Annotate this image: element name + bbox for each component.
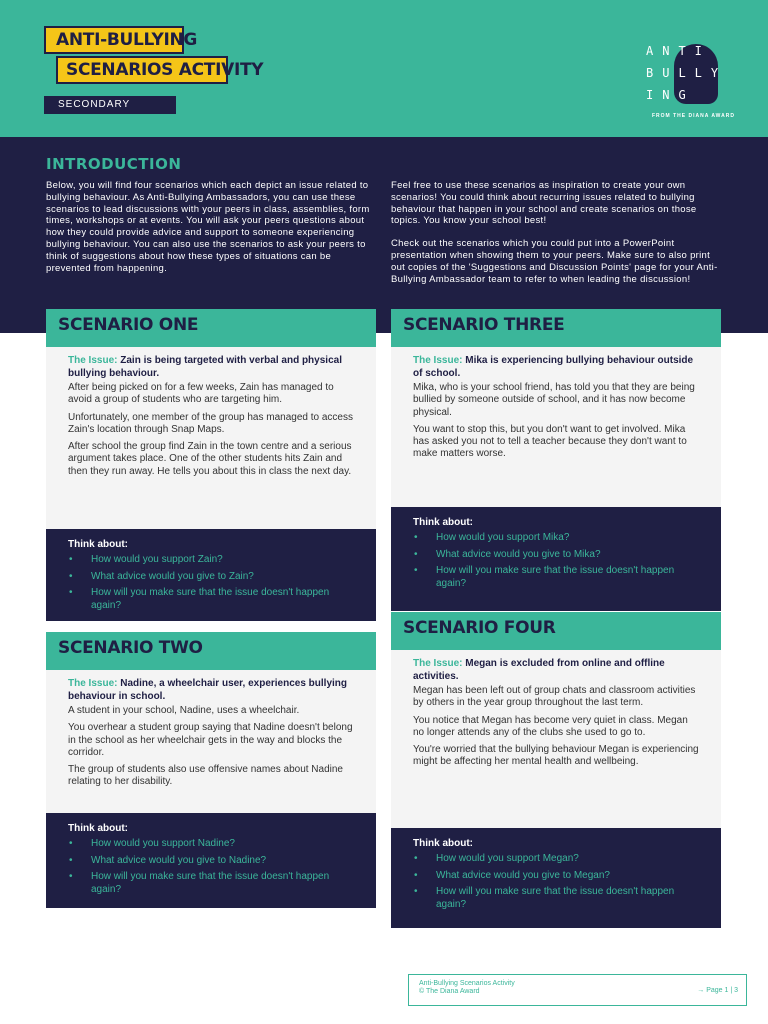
list-item — [68, 838, 354, 851]
issue-label: The Issue: — [68, 678, 118, 689]
scenario-three-title-text: SCENARIO THREE — [403, 315, 565, 335]
list-item-text: What advice would you give to Zain? — [91, 570, 254, 582]
intro-right-column — [391, 180, 721, 285]
title-line-1-text: ANTI-BULLYING — [56, 30, 198, 50]
bullet-icon: • — [414, 886, 418, 897]
scenario-two-title-text: SCENARIO TWO — [58, 638, 203, 658]
issue-label: The Issue: — [413, 355, 463, 366]
issue-text: Mika is experiencing bullying behaviour outside of school. — [413, 355, 694, 379]
bullet-icon: • — [414, 869, 418, 881]
scenario-paragraph: Mika, who is your school friend, has told you that they are being bullied by someone outside of school, and it has now become physical. — [413, 382, 695, 418]
scenario-three-think-box — [391, 507, 721, 611]
introduction-section — [0, 137, 768, 333]
list-item-text: What advice would you give to Mika? — [436, 548, 601, 560]
bullet-icon: • — [414, 853, 418, 864]
scenario-one-title — [46, 309, 376, 347]
footer-copyright: © The Diana Award — [419, 988, 480, 995]
list-item-text: What advice would you give to Megan? — [436, 869, 610, 881]
list-item — [413, 532, 699, 545]
think-list — [68, 554, 354, 612]
list-item — [68, 587, 354, 612]
issue-text: Zain is being targeted with verbal and physical bullying behaviour. — [68, 355, 342, 379]
list-item — [413, 886, 699, 911]
intro-left-column — [46, 180, 371, 274]
scenario-paragraph: After school the group find Zain in the town centre and a serious argument takes place. One of the other students hits Zain and then they run away. He tells you about this in class the next day. — [68, 441, 352, 477]
think-list — [68, 838, 354, 896]
list-item-text: How will you make sure that the issue doesn't happen again? — [436, 886, 675, 910]
scenario-one-body — [46, 347, 376, 529]
logo-word-2: BULLY — [646, 66, 728, 80]
title-line-2-text: SCENARIOS ACTIVITY — [66, 60, 264, 80]
list-item-text: What advice would you give to Nadine? — [91, 854, 267, 866]
think-list — [413, 853, 699, 911]
list-item-text: How will you make sure that the issue doesn't happen again? — [436, 565, 675, 589]
list-item — [413, 853, 699, 866]
scenario-four-title-text: SCENARIO FOUR — [403, 618, 556, 638]
scenario-four-issue — [413, 658, 699, 683]
title-line-2 — [56, 56, 264, 84]
scenario-three-issue — [413, 355, 699, 380]
scenario-two-issue — [68, 678, 354, 703]
scenario-three-body — [391, 347, 721, 507]
scenario-two-body — [46, 670, 376, 813]
bullet-icon: • — [69, 554, 73, 565]
scenario-two-title — [46, 632, 376, 670]
bullet-icon: • — [69, 838, 73, 849]
introduction-heading: INTRODUCTION — [46, 155, 182, 173]
bullet-icon: • — [69, 854, 73, 866]
think-about-heading: Think about: — [413, 517, 473, 528]
list-item — [413, 565, 699, 590]
list-item — [413, 549, 699, 562]
logo-word-1: ANTI — [646, 44, 711, 58]
think-about-heading: Think about: — [68, 823, 128, 834]
think-about-heading: Think about: — [68, 539, 128, 550]
bullet-icon: • — [414, 565, 418, 576]
scenario-one-issue — [68, 355, 354, 380]
logo-subtitle: FROM THE DIANA AWARD — [652, 113, 735, 119]
scenario-one-title-text: SCENARIO ONE — [58, 315, 199, 335]
list-item-text: How will you make sure that the issue doesn't happen again? — [91, 587, 330, 611]
footer-doc-title: Anti-Bullying Scenarios Activity — [419, 980, 515, 987]
issue-label: The Issue: — [68, 355, 118, 366]
scenario-paragraph: Megan has been left out of group chats and classroom activities by others in the year group throughout the last term. — [413, 685, 696, 709]
bullet-icon: • — [414, 548, 418, 560]
scenario-paragraph: The group of students also use offensive names about Nadine relating to her disability. — [68, 764, 343, 788]
page-footer — [408, 974, 747, 1006]
think-list — [413, 532, 699, 590]
intro-paragraph-2: Feel free to use these scenarios as inspiration to create your own scenarios! You could think about recurring issues related to bullying behaviour that happen in your school and create scenarios on those topics. You know your school best! — [391, 180, 697, 227]
intro-paragraph-3: Check out the scenarios which you could put into a PowerPoint presentation when showing them to your peers. Make sure to also print out copies of the 'Suggestions and Discussion Points' page for your Anti-Bullying Ambassador team to refer to when leading the discussion! — [391, 238, 718, 285]
list-item-text: How would you support Mika? — [436, 532, 570, 543]
scenario-four-body — [391, 650, 721, 828]
scenario-three-title — [391, 309, 721, 347]
scenario-paragraph: After being picked on for a few weeks, Zain has managed to avoid a group of students who are targeting him. — [68, 382, 334, 406]
issue-text: Nadine, a wheelchair user, experiences bullying behaviour in school. — [68, 678, 348, 702]
list-item — [68, 554, 354, 567]
title-line-1 — [44, 26, 198, 54]
logo-word-3: ING — [646, 88, 695, 102]
scenario-paragraph: You notice that Megan has become very quiet in class. Megan no longer attends any of the clubs she used to go to. — [413, 714, 688, 738]
scenario-four-title — [391, 612, 721, 650]
scenario-two-think-box — [46, 813, 376, 908]
think-about-heading: Think about: — [413, 838, 473, 849]
issue-label: The Issue: — [413, 658, 463, 669]
scenario-paragraph: You're worried that the bullying behaviour Megan is experiencing might be affecting her mental health and wellbeing. — [413, 744, 699, 768]
list-item — [68, 855, 354, 868]
list-item-text: How will you make sure that the issue doesn't happen again? — [91, 871, 330, 895]
list-item-text: How would you support Megan? — [436, 853, 579, 864]
list-item-text: How would you support Zain? — [91, 554, 223, 565]
scenario-paragraph: Unfortunately, one member of the group has managed to access Zain's location through Snap Maps. — [68, 411, 353, 435]
header-banner — [0, 0, 768, 137]
anti-bullying-logo — [646, 40, 746, 120]
bullet-icon: • — [414, 532, 418, 543]
scenario-four-think-box — [391, 828, 721, 928]
list-item — [413, 870, 699, 883]
page-number: → Page 1 | 3 — [697, 987, 738, 994]
scenario-one-think-box — [46, 529, 376, 621]
level-tag: SECONDARY — [44, 96, 176, 114]
issue-text: Megan is excluded from online and offline activities. — [413, 658, 665, 682]
bullet-icon: • — [69, 587, 73, 598]
bullet-icon: • — [69, 871, 73, 882]
list-item — [68, 871, 354, 896]
logo-wordmark — [646, 40, 727, 106]
scenario-paragraph: You want to stop this, but you don't want to get involved. Mika has asked you not to tell a teacher because they don't want to make matters worse. — [413, 423, 687, 460]
scenario-paragraph: A student in your school, Nadine, uses a wheelchair. — [68, 705, 300, 716]
list-item-text: How would you support Nadine? — [91, 838, 235, 849]
list-item — [68, 571, 354, 584]
scenario-paragraph: You overhear a student group saying that Nadine doesn't belong in the school as her wheelchair gets in the way and blocks the corridor. — [68, 722, 353, 758]
bullet-icon: • — [69, 570, 73, 582]
intro-paragraph-1: Below, you will find four scenarios which each depict an issue related to bullying behaviour. As Anti-Bullying Ambassadors, you can use these scenarios to lead discussions with your peers in class, assemblies, form times, workshops or at events. You will ask your peers questions about how they could provide advice and support to someone experiencing bullying behaviour. You can also use the scenarios to ask your peers to think of suggestions about how these types of situations can be prevented from happening. — [46, 180, 370, 274]
